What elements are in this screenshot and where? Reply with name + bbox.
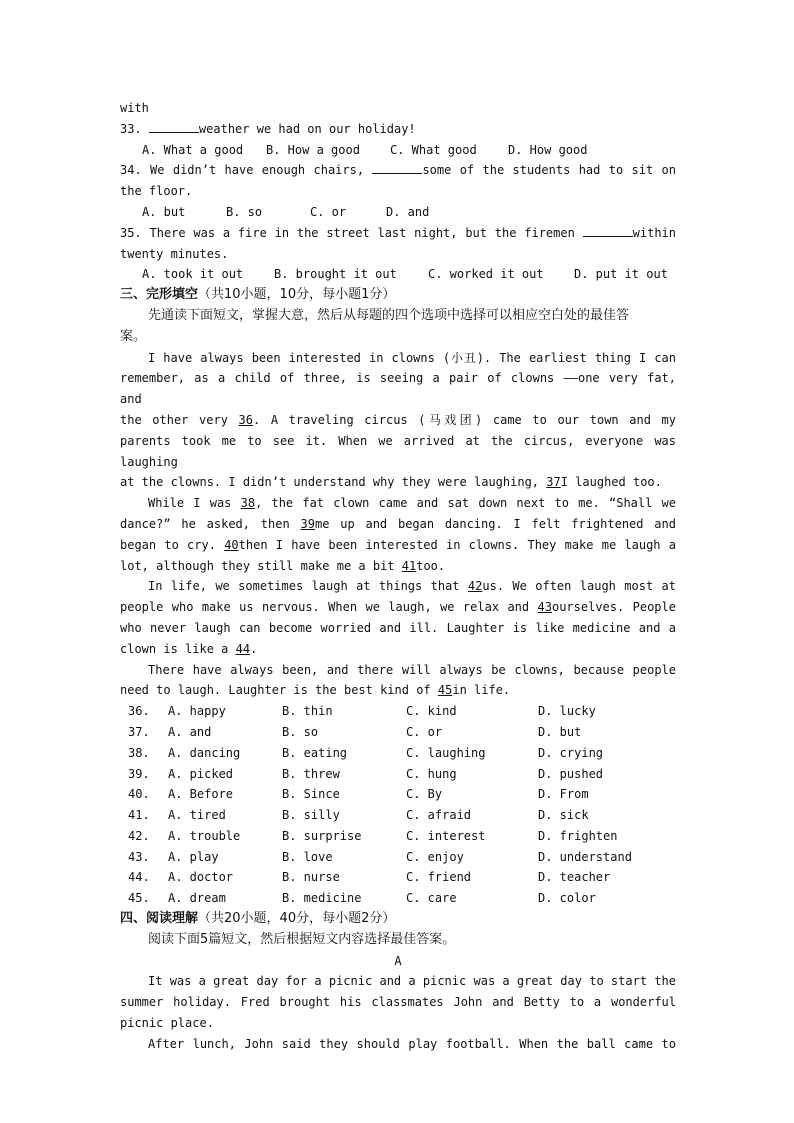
text: dance?” he asked, then [120, 516, 290, 531]
option-c: C. worked it out [428, 267, 544, 282]
section-scoring: （共20小题，40分，每小题2分） [198, 911, 396, 927]
option-row [120, 867, 676, 888]
option-number: 43. [128, 849, 150, 864]
question-number: 34. [120, 163, 142, 178]
question-34 [120, 160, 676, 181]
text: us. We often laugh most at [482, 579, 676, 594]
option-c[interactable]: C. hung [406, 766, 457, 781]
option-d: D. and [386, 204, 430, 219]
option-b[interactable]: B. eating [282, 745, 348, 760]
section-scoring: （共10小题，10分，每小题1分） [198, 287, 396, 303]
passage-line [120, 556, 676, 577]
option-row [120, 826, 676, 847]
option-c[interactable]: C. By [406, 787, 443, 802]
blank-38[interactable]: 38 [240, 496, 256, 511]
option-c: C. or [310, 204, 347, 219]
text: In life, we sometimes laugh at things that [148, 579, 460, 594]
option-row [120, 805, 676, 826]
option-number: 38. [128, 745, 150, 760]
question-number: 33. [120, 121, 142, 136]
option-a[interactable]: A. doctor [168, 870, 234, 885]
answer-blank[interactable] [583, 224, 633, 237]
option-b: B. so [226, 204, 263, 219]
option-a[interactable]: A. picked [168, 766, 234, 781]
option-row [120, 701, 676, 722]
text: . [250, 641, 258, 656]
option-c[interactable]: C. friend [406, 870, 472, 885]
option-d[interactable]: D. sick [538, 808, 589, 823]
option-a: A. took it out [142, 267, 244, 282]
spacer [120, 805, 128, 826]
option-b: B. brought it out [274, 267, 397, 282]
spacer [120, 784, 128, 805]
option-b[interactable]: B. silly [282, 808, 340, 823]
section-title: 四、阅读理解 [120, 911, 199, 927]
cloze-section-heading [120, 285, 676, 306]
question-35 [120, 223, 676, 244]
question-33-options [120, 140, 676, 161]
option-d: D. put it out [574, 267, 668, 282]
passage-label: A [394, 953, 402, 968]
blank-44[interactable]: 44 [235, 641, 251, 656]
section-title: 三、完形填空 [120, 287, 199, 303]
passage-line [120, 472, 676, 493]
text: I laughed too. [560, 475, 662, 490]
passage-line: There have always been, and there will always be clowns, because people [148, 662, 676, 677]
passage-line: picnic place. [120, 1016, 214, 1031]
reading-section-heading [120, 909, 676, 930]
blank-39[interactable]: 39 [300, 516, 315, 531]
spacer [120, 743, 128, 764]
option-d: D. How good [508, 142, 588, 157]
blank-42[interactable]: 42 [467, 579, 483, 594]
option-d[interactable]: D. teacher [538, 870, 611, 885]
option-number: 44. [128, 870, 150, 885]
passage-line: After lunch, John said they should play football. When the ball came to [148, 1036, 676, 1051]
passage-line: parents took me to see it. When we arrived at the circus, everyone was laughing [120, 433, 676, 469]
option-row [120, 784, 676, 805]
passage-line: I have always been interested in clowns (小丑). The earliest thing I can [148, 350, 676, 365]
spacer [120, 847, 128, 868]
text: While I was [148, 496, 232, 511]
option-b[interactable]: B. surprise [282, 828, 362, 843]
option-number: 39. [128, 766, 150, 781]
option-number: 37. [128, 724, 150, 739]
option-a[interactable]: A. dancing [168, 745, 241, 760]
option-d[interactable]: D. frighten [538, 828, 618, 843]
exam-page [120, 98, 676, 1055]
option-a[interactable]: A. Before [168, 787, 234, 802]
answer-blank[interactable] [372, 161, 422, 174]
option-c[interactable]: C. kind [406, 704, 457, 719]
option-row [120, 722, 676, 743]
question-number: 35. [120, 225, 142, 240]
option-c[interactable]: C. care [406, 891, 457, 906]
option-d[interactable]: D. From [538, 787, 589, 802]
option-b[interactable]: B. love [282, 849, 333, 864]
blank-36[interactable]: 36 [238, 412, 253, 427]
passage-line: remember, as a child of three, is seeing a pair of clowns ——one very fat, and [120, 371, 676, 407]
option-a[interactable]: A. and [168, 724, 212, 739]
question-34-cont: the floor. [120, 184, 193, 199]
blank-45[interactable]: 45 [437, 683, 453, 698]
text: ourselves. People [551, 600, 676, 615]
question-text: weather we had on our holiday! [198, 121, 416, 136]
option-row [120, 888, 676, 909]
blank-37[interactable]: 37 [546, 475, 561, 490]
spacer [120, 701, 128, 722]
option-row [120, 743, 676, 764]
passage-line [120, 410, 676, 431]
question-text-cont: some of the students had to sit on [422, 163, 676, 178]
passage-line [120, 597, 676, 618]
cloze-instructions: 先通读下面短文，掌握大意，然后从每题的四个选项中选择可以相应空白处的最佳答 [148, 307, 630, 323]
text: people who make us nervous. When we laugh, we relax and [120, 600, 530, 615]
text: began to cry. [120, 537, 216, 552]
text: lot, although they still make me a bit [120, 558, 395, 573]
question-35-options [120, 264, 676, 285]
passage-line [120, 493, 676, 514]
text: then I have been interested in clowns. They make me laugh a [238, 537, 676, 552]
spacer [120, 764, 128, 785]
text: , the fat clown came and sat down next to me. “Shall we [255, 496, 676, 511]
option-b[interactable]: B. Since [282, 787, 340, 802]
option-b[interactable]: B. so [282, 724, 319, 739]
option-a[interactable]: A. dream [168, 891, 226, 906]
question-text: We didn’t have enough chairs, [150, 163, 365, 178]
option-b[interactable]: B. threw [282, 766, 340, 781]
text: the other very [120, 412, 228, 427]
question-34-options [120, 202, 676, 223]
option-d[interactable]: D. understand [538, 849, 632, 864]
option-c[interactable]: C. laughing [406, 745, 486, 760]
question-33 [120, 119, 676, 140]
passage-line [120, 514, 676, 535]
option-a[interactable]: A. trouble [168, 828, 241, 843]
question-text-cont: within [632, 225, 677, 240]
option-c: C. What good [390, 142, 477, 157]
spacer [120, 888, 128, 909]
option-c[interactable]: C. interest [406, 828, 486, 843]
blank-43[interactable]: 43 [537, 600, 552, 615]
passage-line [120, 639, 676, 660]
option-c[interactable]: C. enjoy [406, 849, 464, 864]
text: . A traveling circus (马戏团) came to our town and my [253, 412, 676, 427]
option-d[interactable]: D. but [538, 724, 582, 739]
option-row [120, 847, 676, 868]
blank-41[interactable]: 41 [401, 558, 417, 573]
option-number: 45. [128, 891, 150, 906]
option-number: 42. [128, 828, 150, 843]
option-c[interactable]: C. or [406, 724, 443, 739]
spacer [120, 722, 128, 743]
text: at the clowns. I didn’t understand why they were laughing, [120, 475, 540, 490]
passage-line: It was a great day for a picnic and a picnic was a great day to start the [148, 974, 676, 989]
passage-line: who never laugh can become worried and ill. Laughter is like medicine and a [120, 620, 676, 635]
option-number: 41. [128, 808, 150, 823]
option-b: B. How a good [266, 142, 360, 157]
passage-line: summer holiday. Fred brought his classmates John and Betty to a wonderful [120, 995, 676, 1010]
question-text: There was a fire in the street last night, but the firemen [149, 225, 575, 240]
text: too. [416, 558, 446, 573]
option-a: A. but [142, 204, 186, 219]
passage-line [120, 535, 676, 556]
spacer [120, 826, 128, 847]
option-a[interactable]: A. tired [168, 808, 226, 823]
mc-continuation: with [120, 101, 149, 115]
text: need to laugh. Laughter is the best kind of [120, 683, 431, 698]
option-number: 36. [128, 704, 150, 719]
option-a[interactable]: A. happy [168, 704, 226, 719]
answer-blank[interactable] [149, 120, 199, 133]
option-d[interactable]: D. pushed [538, 766, 604, 781]
reading-instructions: 阅读下面5篇短文，然后根据短文内容选择最佳答案。 [148, 931, 456, 947]
option-b[interactable]: B. thin [282, 704, 333, 719]
option-a: A. What a good [142, 142, 244, 157]
text: me up and began dancing. I felt frightened and [314, 516, 676, 531]
option-d[interactable]: D. color [538, 891, 596, 906]
text: in life. [452, 683, 511, 698]
cloze-instructions-cont: 案。 [120, 328, 147, 344]
option-a[interactable]: A. play [168, 849, 219, 864]
option-b[interactable]: B. nurse [282, 870, 340, 885]
blank-40[interactable]: 40 [224, 537, 239, 552]
passage-line [120, 576, 676, 597]
passage-line [120, 680, 676, 701]
text: clown is like a [120, 641, 229, 656]
spacer [120, 867, 128, 888]
option-d[interactable]: D. lucky [538, 704, 596, 719]
option-d[interactable]: D. crying [538, 745, 604, 760]
cloze-options-table [120, 701, 676, 909]
question-35-cont: twenty minutes. [120, 246, 229, 261]
option-b[interactable]: B. medicine [282, 891, 362, 906]
option-row [120, 764, 676, 785]
option-number: 40. [128, 787, 150, 802]
option-c[interactable]: C. afraid [406, 808, 472, 823]
